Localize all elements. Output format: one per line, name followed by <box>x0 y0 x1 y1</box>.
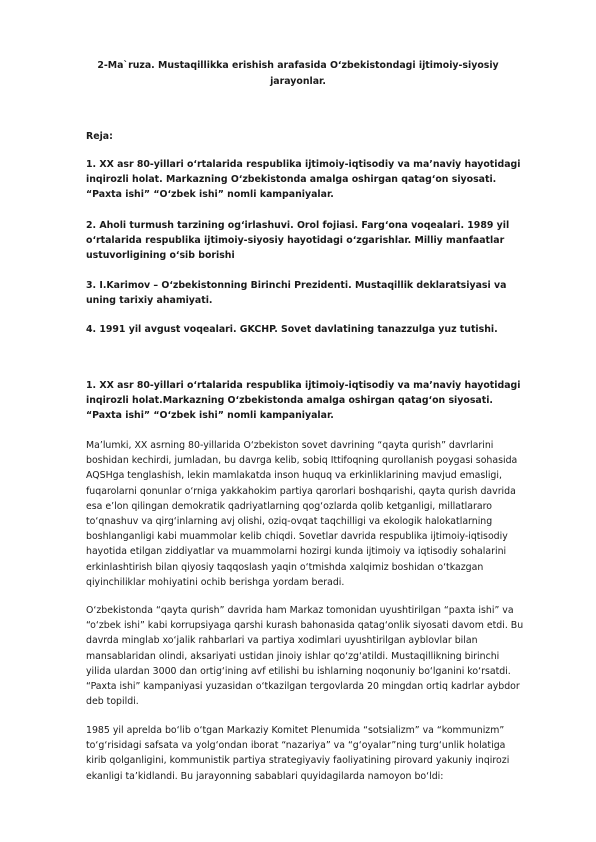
plan-item-3: 3. I.Karimov – O‘zbekistonning Birinchi Prezidenti. Mustaqillik deklaratsiyasi va uning tarixiy ahamiyati. <box>86 280 507 307</box>
paragraph-1: Ma’lumki, XX asrning 80-yillarida O‘zbekiston sovet davrining “qayta qurish” davrlarini boshidan kechirdi, jumladan, bu davrga kelib, sobiq Ittifoqning qurollanish poygasi sohasida AQSHga tenglashish, lekin mamlakatda inson huquq va erkinliklarining mavjud emasligi, fuqarolarni qonunlar o‘rniga yakkahokim partiya qarorlari boshqarishi, qayta qurish davrida esa e’lon qilingan demokratik qadriyatlarning qog‘ozlarda qolib ketganligi, millatlararo to‘qnashuv va qirg‘inlarning avj olishi, oziq-ovqat taqchilligi va ekologik halokatlarning boshlanganligi kabi muammolar kelib chiqdi. Sovetlar davrida respublika ijtimoiy-iqtisodiy hayotida etilgan ziddiyatlar va muammolarni hozirgi kunda ijtimoiy va iqtisodiy sohalarini erkinlashtirish bilan qiyosiy taqqoslash yaqin o‘tmishda xalqimiz boshidan o‘tkazgan qiyinchiliklar mohiyatini ochib berishga yordam beradi. <box>86 440 518 588</box>
plan-item-4: 4. 1991 yil avgust voqealari. GKCHP. Sovet davlatining tanazzulga yuz tutishi. <box>86 324 498 335</box>
section-heading: 1. XX asr 80-yillari o‘rtalarida respublika ijtimoiy-iqtisodiy va ma’naviy hayotidagi inqirozli holat.Markazning O‘zbekistonda amalga oshirgan qatag‘on siyosati. “Paxta ishi” “O‘zbek ishi” nomli kampaniyalar. <box>86 380 521 422</box>
document-title <box>96 58 500 89</box>
plan-item-2: 2. Aholi turmush tarzining og‘irlashuvi. Orol fojiasi. Farg‘ona voqealari. 1989 yil o‘rtalarida respublika ijtimoiy-siyosiy hayotidagi o‘zgarishlar. Milliy manfaatlar ustuvorligining o‘sib borishi <box>86 220 510 262</box>
title-line-1: 2-Ma`ruza. Mustaqillikka erishish arafasida O‘zbekistondagi ijtimoiy-siyosiy <box>97 60 499 71</box>
paragraph-2: O‘zbekistonda “qayta qurish” davrida ham Markaz tomonidan uyushtirilgan “paxta ishi” va “o‘zbek ishi” kabi korrupsiyaga qarshi kurash bahonasida qatag‘onlik siyosati davom etdi. Bu davrda minglab xo‘jalik rahbarlari va partiya xodimlari uyushtirilgan ayblovlar bilan mansablaridan olindi, aksariyati ustidan jinoiy ishlar qo‘zg‘atildi. Mustaqillikning birinchi yilida ulardan 3000 dan ortig‘ining avf etilishi bu ishlarning noqonuniy bo‘lganini ko‘rsatdi. “Paxta ishi” kampaniyasi yuzasidan o‘tkazilgan tergovlarda 20 mingdan ortiq kadrlar aybdor deb topildi. <box>86 605 524 708</box>
plan-label: Reja: <box>86 131 113 142</box>
paragraph-3: 1985 yil aprelda bo‘lib o‘tgan Markaziy Komitet Plenumida “sotsializm” va “kommunizm” to‘g‘risidagi safsata va yolg‘ondan iborat “nazariya” va “g‘oyalar”ning turg‘unlik holatiga kirib qolganligini, kommunistik partiya strategiyaviy faoliyatining pirovard yakuniy inqirozi ekanligi ta’kidlandi. Bu jarayonning sabablari quyidagilarda namoyon bo‘ldi: <box>86 725 510 782</box>
plan-item-1: 1. XX asr 80-yillari o‘rtalarida respublika ijtimoiy-iqtisodiy va ma’naviy hayotidagi inqirozli holat. Markazning O‘zbekistonda amalga oshirgan qatag‘on siyosati. “Paxta ishi” “O‘zbek ishi” nomli kampaniyalar. <box>86 159 521 201</box>
title-line-2: jarayonlar. <box>270 75 326 87</box>
